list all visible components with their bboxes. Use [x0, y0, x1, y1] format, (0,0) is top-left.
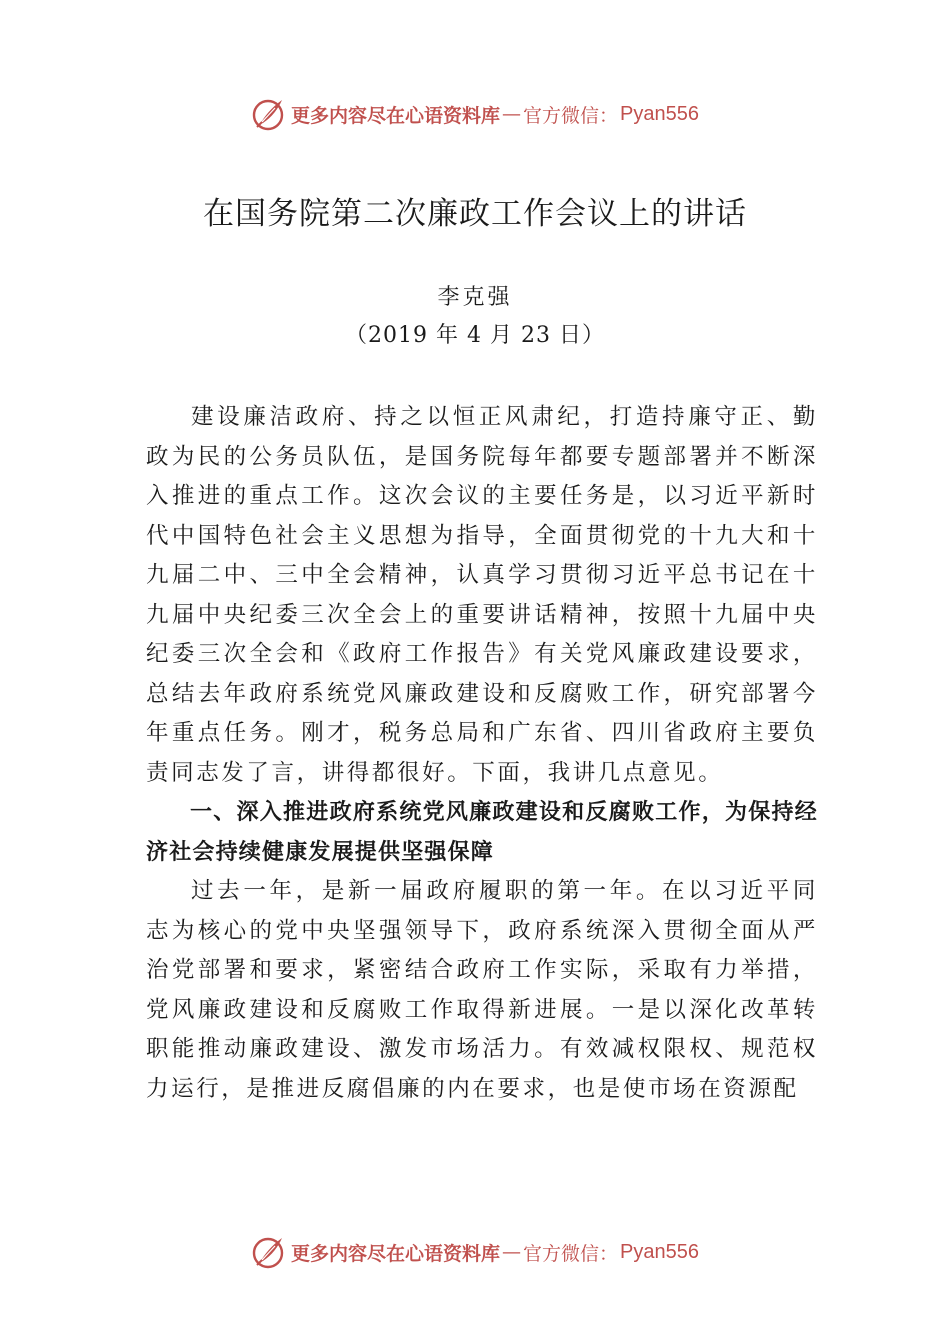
banner-dash: — [502, 1241, 522, 1263]
section-heading-1: 一、深入推进政府系统党风廉政建设和反腐败工作，为保持经济社会持续健康发展提供坚强保障 [146, 800, 818, 865]
document-date: （2019 年 4 月 23 日） [345, 323, 605, 348]
intro-paragraph: 建设廉洁政府、持之以恒正风肃纪，打造持廉守正、勤政为民的公务员队伍，是国务院每年都要专题部署并不断深入推进的重点工作。这次会议的主要任务是，以习近平新时代中国特色社会主义思想为指导，全面贯彻党的十九大和十九届二中、三中全会精神，认真学习贯彻习近平总书记在十九届中央纪委三次全会上的重要讲话精神，按照十九届中央纪委三次全会和《政府工作报告》有关党风廉政建设要求， 总结去年政府系统党风廉政建设和反腐败工作，研究部署今年重点任务。刚才，税务总局和广东省、四川省政府主要负责同志发了言，讲得都很好。下面，我讲几点意见。 [146, 404, 818, 786]
header-watermark-banner [0, 94, 950, 134]
document-author: 李克强 [437, 285, 513, 310]
banner-wechat-id: Pyan556 [620, 102, 699, 125]
banner-brand-text: 更多内容尽在心语资料库 [291, 104, 501, 127]
banner-wechat-label: 官方微信： [523, 104, 619, 127]
section-1-paragraph: 过去一年，是新一届政府履职的第一年。在以习近平同志为核心的党中央坚强领导下，政府系统深入贯彻全面从严治党部署和要求，紧密结合政府工作实际，采取有力举措，党风廉政建设和反腐败工作取得新进展。一是以深化改革转职能推动廉政建设、激发市场活力。有效减权限权、规范权力运行，是推进反腐倡廉的内在要求，也是使市场在资源配 [146, 878, 818, 1102]
quill-pen-logo-icon [251, 1234, 287, 1270]
banner-wechat-label: 官方微信： [523, 1242, 619, 1265]
banner-wechat-id: Pyan556 [620, 1240, 699, 1263]
banner-dash: — [502, 103, 522, 125]
quill-pen-logo-icon [251, 96, 287, 132]
banner-brand-text: 更多内容尽在心语资料库 [291, 1242, 501, 1265]
footer-watermark-banner [0, 1232, 950, 1272]
document-title: 在国务院第二次廉政工作会议上的讲话 [203, 196, 747, 232]
document-body [146, 398, 818, 1109]
